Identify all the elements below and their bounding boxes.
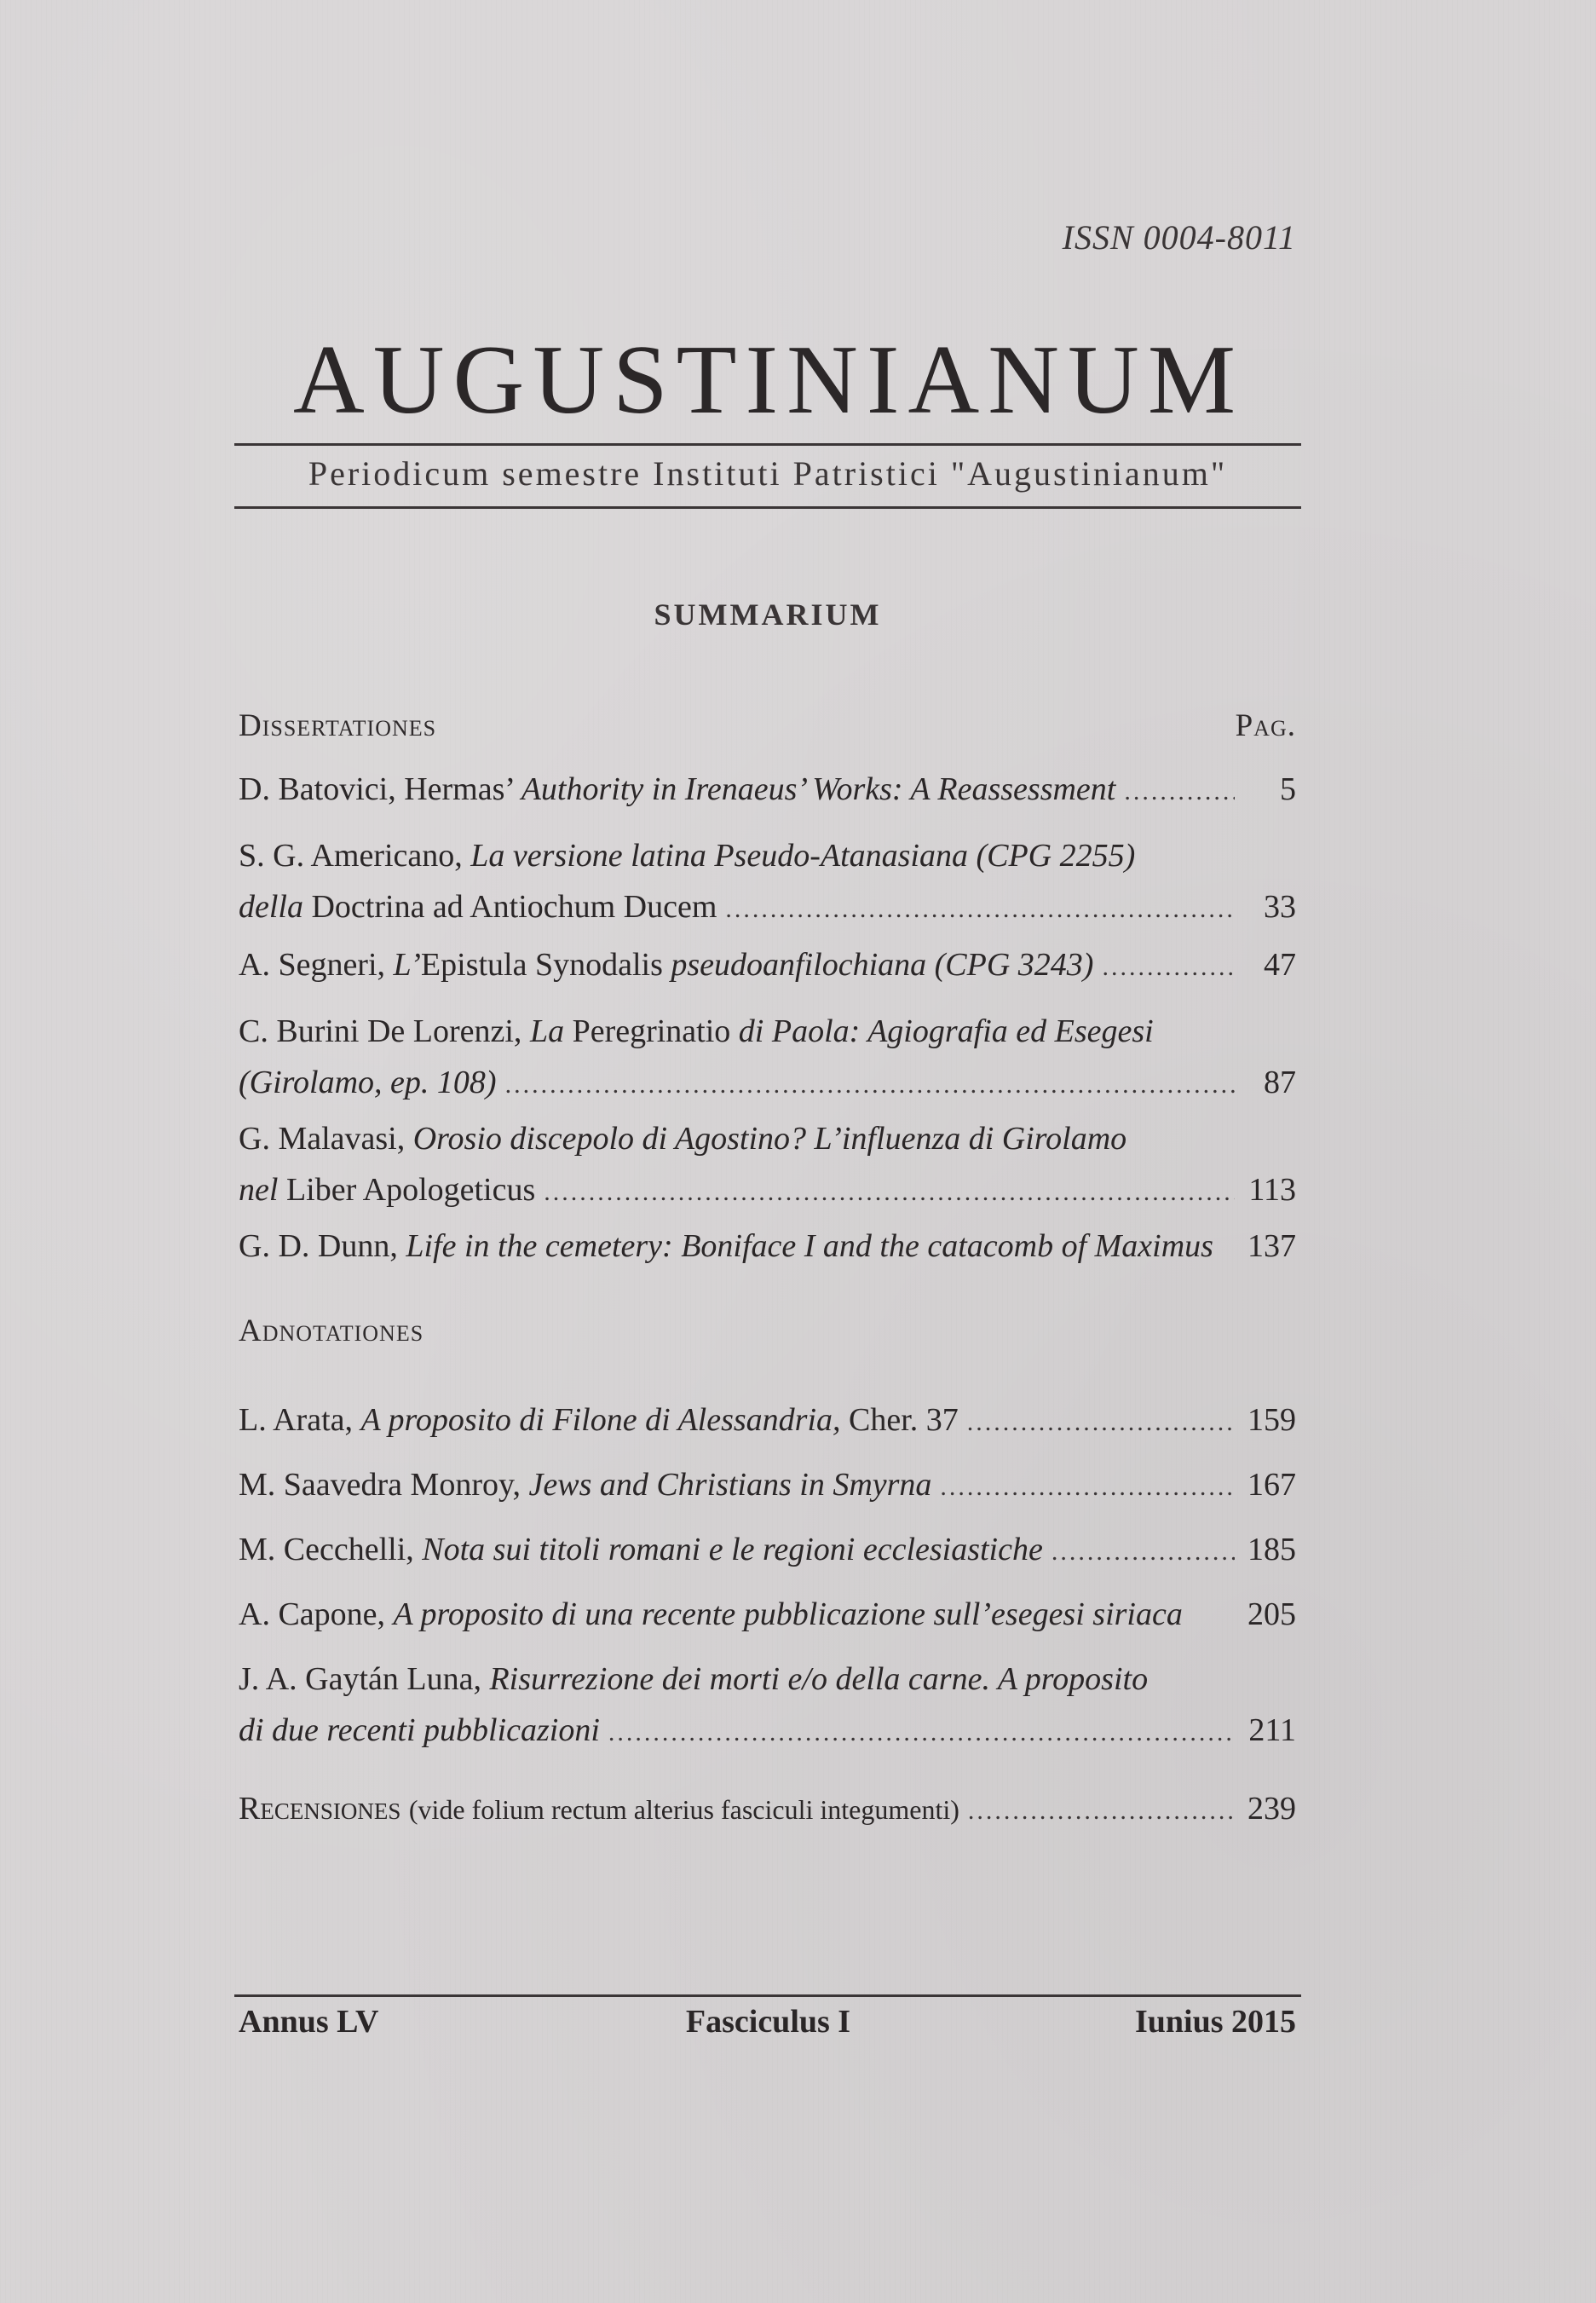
entry-page: 239: [1247, 1791, 1296, 1827]
entry-page: 205: [1247, 1596, 1296, 1632]
entry-page: 5: [1280, 771, 1296, 807]
entry-title-cont: Doctrina ad Antiochum Ducem: [302, 889, 717, 925]
toc-entry: [239, 830, 1296, 935]
entry-author: G. Malavasi,: [239, 1121, 413, 1157]
entry-page: 113: [1248, 1172, 1296, 1208]
entry-title: Life in the cemetery: Boniface I and the catacomb of Maximus: [406, 1228, 1213, 1264]
entry-title-prefix: nel: [239, 1172, 279, 1208]
leader-dots: [1124, 766, 1235, 817]
adnotationes-heading: Adnotationes: [239, 1313, 424, 1348]
entry-author: C. Burini De Lorenzi,: [239, 1013, 530, 1049]
entry-title: Orosio discepolo di Agostino? L’influenza di Girolamo: [412, 1121, 1127, 1157]
issn: ISSN 0004-8011: [1062, 218, 1296, 257]
fasciculus: Fasciculus I: [685, 2004, 851, 2040]
toc-entry: [239, 939, 1296, 993]
entry-page: 211: [1248, 1712, 1296, 1748]
entry-page: 159: [1247, 1402, 1296, 1438]
leader-dots: [968, 1786, 1235, 1837]
entry-author: M. Saavedra Monroy,: [239, 1467, 529, 1503]
toc-entry: [239, 1394, 1296, 1448]
entry-author: S. G. Americano,: [239, 838, 471, 874]
entry-title-cont: di due recenti pubblicazioni: [239, 1712, 600, 1748]
toc-entry: [239, 1654, 1296, 1758]
entry-title: Risurrezione dei morti e/o della carne. A proposito: [489, 1661, 1149, 1697]
entry-title: Jews and Christians in Smyrna: [528, 1467, 932, 1503]
journal-subtitle: Periodicum semestre Instituti Patristici "Augustinianum": [308, 454, 1228, 493]
leader-dots: [608, 1707, 1235, 1758]
toc-entry-recensiones: [239, 1783, 1296, 1837]
entry-title-prefix: della: [239, 889, 303, 925]
entry-author: L. Arata,: [239, 1402, 361, 1438]
recensiones-heading: Recensiones: [239, 1791, 401, 1827]
entry-page: 185: [1247, 1532, 1296, 1567]
summarium-heading: SUMMARIUM: [654, 597, 882, 632]
toc-entry: [239, 1459, 1296, 1513]
recensiones-note: (vide folium rectum alterius fasciculi integumenti): [408, 1794, 959, 1825]
leader-dots: [967, 1397, 1235, 1448]
entry-title-cont: Liber Apologeticus: [278, 1172, 536, 1208]
toc-entry: [239, 764, 1296, 817]
entry-title-mid: Peregrinatio: [564, 1013, 739, 1049]
entry-page: 87: [1264, 1065, 1296, 1100]
entry-title: A proposito di Filone di Alessandria,: [360, 1402, 841, 1438]
entry-title-prefix: L’: [393, 947, 421, 983]
toc-entry: [239, 1221, 1296, 1272]
leader-dots: [725, 884, 1235, 935]
title-rule-bottom: [234, 506, 1301, 509]
leader-dots: [1102, 942, 1235, 993]
toc-entry: [239, 1524, 1296, 1578]
entry-title-cont: (Girolamo, ep. 108): [239, 1065, 497, 1100]
annus: Annus LV: [239, 2004, 379, 2040]
title-rule-top: [234, 443, 1301, 446]
entry-author: D. Batovici, Hermas’: [239, 771, 521, 807]
toc-entry: [239, 1589, 1296, 1640]
entry-author: M. Cecchelli,: [239, 1532, 423, 1567]
entry-title: Nota sui titoli romani e le regioni ecclesiastiche: [422, 1532, 1043, 1567]
leader-dots: [544, 1167, 1235, 1218]
entry-page: 33: [1264, 889, 1296, 925]
entry-title: La versione latina Pseudo-Atanasiana (CPG 2255): [470, 838, 1136, 874]
entry-title: pseudoanfilochiana (CPG 3243): [671, 947, 1094, 983]
entry-title: A proposito di una recente pubblicazione sull’esegesi siriaca: [393, 1596, 1183, 1632]
entry-title-mid: Epistula Synodalis: [420, 947, 671, 983]
entry-page: 137: [1247, 1228, 1296, 1264]
journal-title: AUGUSTINIANUM: [293, 326, 1244, 435]
pag-label: Pag.: [1235, 708, 1296, 743]
entry-author: G. D. Dunn,: [239, 1228, 406, 1264]
leader-dots: [1052, 1527, 1235, 1578]
dissertationes-heading: Dissertationes: [239, 708, 437, 743]
entry-author: J. A. Gaytán Luna,: [239, 1661, 490, 1697]
entry-page: 167: [1247, 1467, 1296, 1503]
leader-dots: [940, 1462, 1235, 1513]
entry-title-cont: Cher. 37: [840, 1402, 959, 1438]
issue-date: Iunius 2015: [1134, 2004, 1296, 2040]
entry-author: A. Segneri,: [239, 947, 394, 983]
entry-title: di Paola: Agiografia ed Esegesi: [738, 1013, 1154, 1049]
footer-rule: [234, 1994, 1301, 1997]
toc-entry: [239, 1113, 1296, 1218]
toc-entry: [239, 1006, 1296, 1111]
entry-page: 47: [1264, 947, 1296, 983]
entry-title: Authority in Irenaeus’ Works: A Reassessment: [521, 771, 1116, 807]
entry-title-prefix: La: [529, 1013, 565, 1049]
entry-author: A. Capone,: [239, 1596, 394, 1632]
leader-dots: [505, 1059, 1235, 1111]
